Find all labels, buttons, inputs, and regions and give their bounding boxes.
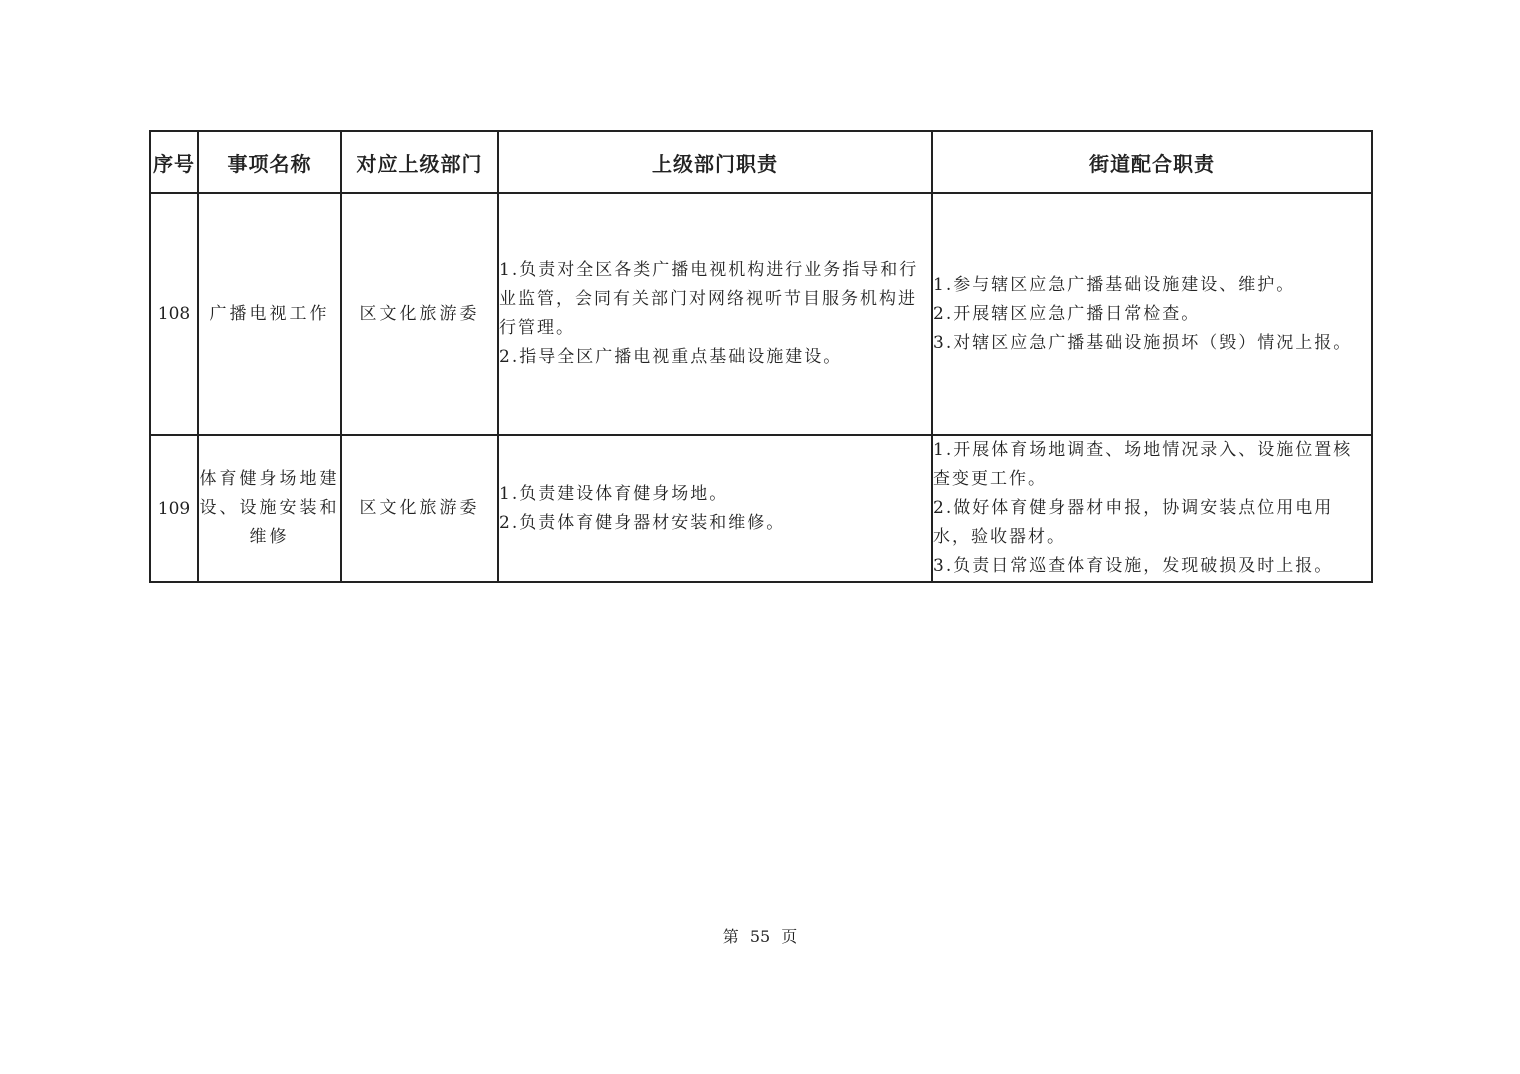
street-duty-item: 1.开展体育场地调查、场地情况录入、设施位置核查变更工作。	[933, 440, 1353, 489]
row-item-name: 广播电视工作	[198, 193, 341, 435]
header-upper-dept: 对应上级部门	[341, 131, 498, 193]
table-row	[150, 193, 1372, 435]
row-upper-dept: 区文化旅游委	[341, 193, 498, 435]
street-duty-item: 2.做好体育健身器材申报，协调安装点位用电用水，验收器材。	[933, 498, 1334, 547]
duty-table	[149, 130, 1373, 583]
upper-duty-item: 2.指导全区广播电视重点基础设施建设。	[499, 347, 843, 367]
header-street-duties: 街道配合职责	[932, 131, 1372, 193]
table-row	[150, 435, 1372, 582]
page-label-suffix: 页	[781, 927, 798, 946]
header-row	[150, 131, 1372, 193]
upper-duty-item: 2.负责体育健身器材安装和维修。	[499, 512, 786, 533]
row-upper-duties	[498, 435, 932, 582]
page-footer	[0, 924, 1520, 947]
row-item-name: 体育健身场地建设、设施安装和维修	[198, 435, 341, 582]
upper-duty-item: 1.负责建设体育健身场地。	[499, 483, 729, 504]
header-item-name: 事项名称	[198, 131, 341, 193]
header-serial: 序号	[150, 131, 198, 193]
row-serial: 108	[150, 193, 198, 435]
street-duty-item: 2.开展辖区应急广播日常检查。	[933, 303, 1201, 324]
row-street-duties	[932, 435, 1372, 582]
row-serial: 109	[150, 435, 198, 582]
row-upper-dept: 区文化旅游委	[341, 435, 498, 582]
row-street-duties	[932, 193, 1372, 435]
street-duty-item: 3.负责日常巡查体育设施，发现破损及时上报。	[933, 556, 1334, 576]
page-label-prefix: 第	[722, 927, 739, 946]
street-duty-item: 1.参与辖区应急广播基础设施建设、维护。	[933, 274, 1296, 295]
upper-duty-item: 1.负责对全区各类广播电视机构进行业务指导和行业监管，会同有关部门对网络视听节目服务机构进行管理。	[499, 260, 919, 338]
header-upper-duties: 上级部门职责	[498, 131, 932, 193]
row-upper-duties	[498, 193, 932, 435]
page-number: 55	[749, 927, 771, 946]
street-duty-item: 3.对辖区应急广播基础设施损坏（毁）情况上报。	[933, 332, 1353, 353]
